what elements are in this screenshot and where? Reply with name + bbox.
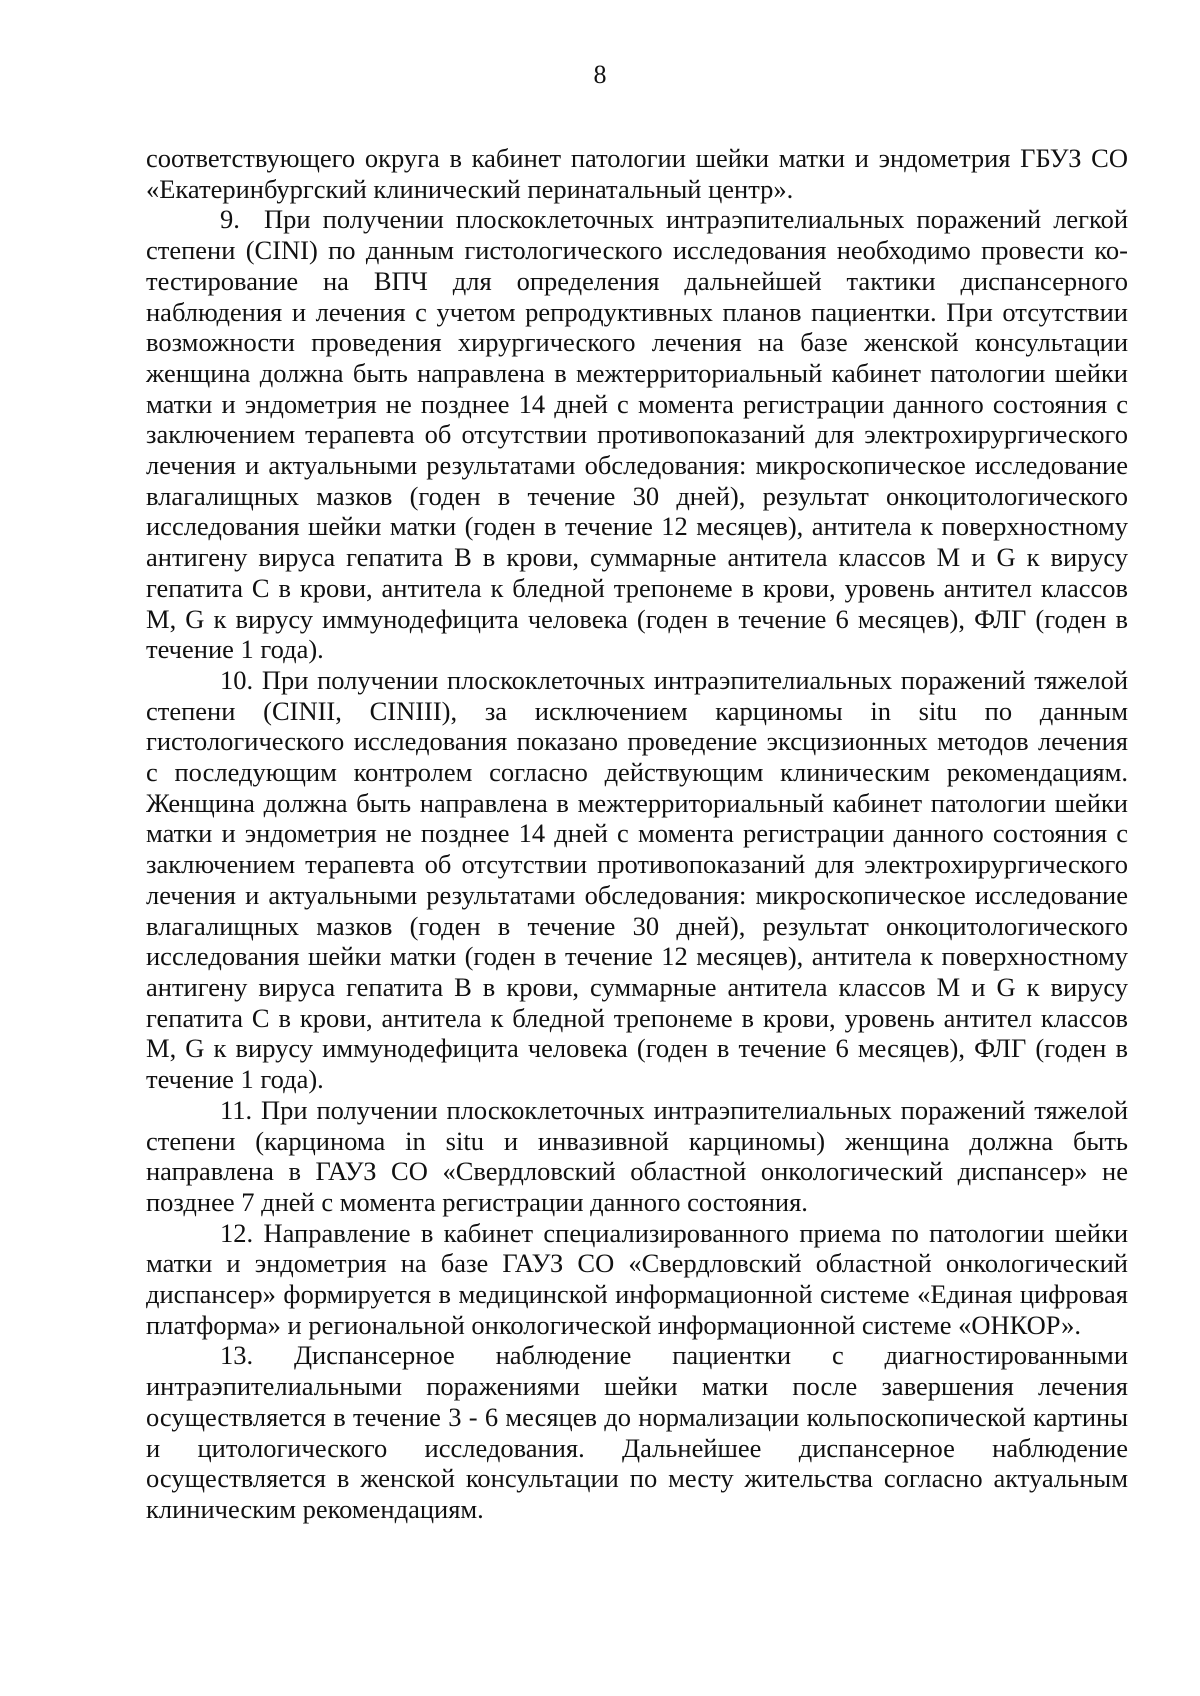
paragraph-text: Диспансерное наблюдение пациентки с диагностированными интраэпителиальными поражениями шейки матки после завершения лечения осуществляется в течение 3 - 6 месяцев до нормализации кольпоскопической картины и цитологического исследования. Дальнейшее диспансерное наблюдение осуществляется в женской консультации по месту жительства согласно актуальным клиническим рекомендациям. <box>146 1340 1128 1524</box>
paragraph-number: 9. <box>220 204 240 235</box>
paragraph-number: 10. <box>220 664 254 695</box>
paragraph-item-12 <box>146 1218 1128 1341</box>
page-number: 8 <box>593 60 607 89</box>
paragraph-item-11 <box>146 1095 1128 1218</box>
paragraph-number: 12. <box>220 1217 254 1248</box>
paragraph-number: 13. <box>220 1340 254 1371</box>
paragraph-text: При получении плоскоклеточных интраэпителиальных поражений легкой степени (CINI) по данным гистологического исследования необходимо провести ко-тестирование на ВПЧ для определения дальнейшей тактики диспансерного наблюдения и лечения с учетом репродуктивных планов пациентки. При отсутствии возможности проведения хирургического лечения на базе женской консультации женщина должна быть направлена в межтерриториальный кабинет патологии шейки матки и эндометрия не позднее 14 дней с момента регистрации данного состояния с заключением терапевта об отсутствии противопоказаний для электрохирургического лечения и актуальными результатами обследования: микроскопическое исследование влагалищных мазков (годен в течение 30 дней), результат онкоцитологического исследования шейки матки (годен в течение 12 месяцев), антитела к поверхностному антигену вируса гепатита В в крови, суммарные антитела классов M и G к вирусу гепатита С в крови, антитела к бледной трепонеме в крови, уровень антител классов M, G к вирусу иммунодефицита человека (годен в течение 6 месяцев), ФЛГ (годен в течение 1 года). <box>146 204 1129 665</box>
document-body <box>146 143 1128 1525</box>
paragraph-item-10 <box>146 665 1128 1095</box>
paragraph-text: При получении плоскоклеточных интраэпителиальных поражений тяжелой степени (карцинома in situ и инвазивной карциномы) женщина должна быть направлена в ГАУЗ СО «Свердловский областной онкологический диспансер» не позднее 7 дней с момента регистрации данного состояния. <box>146 1094 1129 1217</box>
paragraph-text: Направление в кабинет специализированного приема по патологии шейки матки и эндометрия на базе ГАУЗ СО «Свердловский областной онкологический диспансер» формируется в медицинской информационной системе «Единая цифровая платформа» и региональной онкологической информационной системе «ОНКОР». <box>146 1217 1129 1340</box>
paragraph-number: 11. <box>220 1094 253 1125</box>
paragraph-text: При получении плоскоклеточных интраэпителиальных поражений тяжелой степени (CINII, CINIII), за исключением карциномы in situ по данным гистологического исследования показано проведение эксцизионных методов лечения с последующим контролем согласно действующим клиническим рекомендациям. Женщина должна быть направлена в межтерриториальный кабинет патологии шейки матки и эндометрия не позднее 14 дней с момента регистрации данного состояния с заключением терапевта об отсутствии противопоказаний для электрохирургического лечения и актуальными результатами обследования: микроскопическое исследование влагалищных мазков (годен в течение 30 дней), результат онкоцитологического исследования шейки матки (годен в течение 12 месяцев), антитела к поверхностному антигену вируса гепатита В в крови, суммарные антитела классов M и G к вирусу гепатита С в крови, антитела к бледной трепонеме в крови, уровень антител классов M, G к вирусу иммунодефицита человека (годен в течение 6 месяцев), ФЛГ (годен в течение 1 года). <box>146 664 1128 1095</box>
paragraph-item-13 <box>146 1340 1128 1524</box>
paragraph-continuation <box>146 143 1128 204</box>
paragraph-text: соответствующего округа в кабинет патологии шейки матки и эндометрия ГБУЗ СО «Екатеринбургский клинический перинатальный центр». <box>146 143 1128 204</box>
paragraph-item-9 <box>146 204 1128 665</box>
